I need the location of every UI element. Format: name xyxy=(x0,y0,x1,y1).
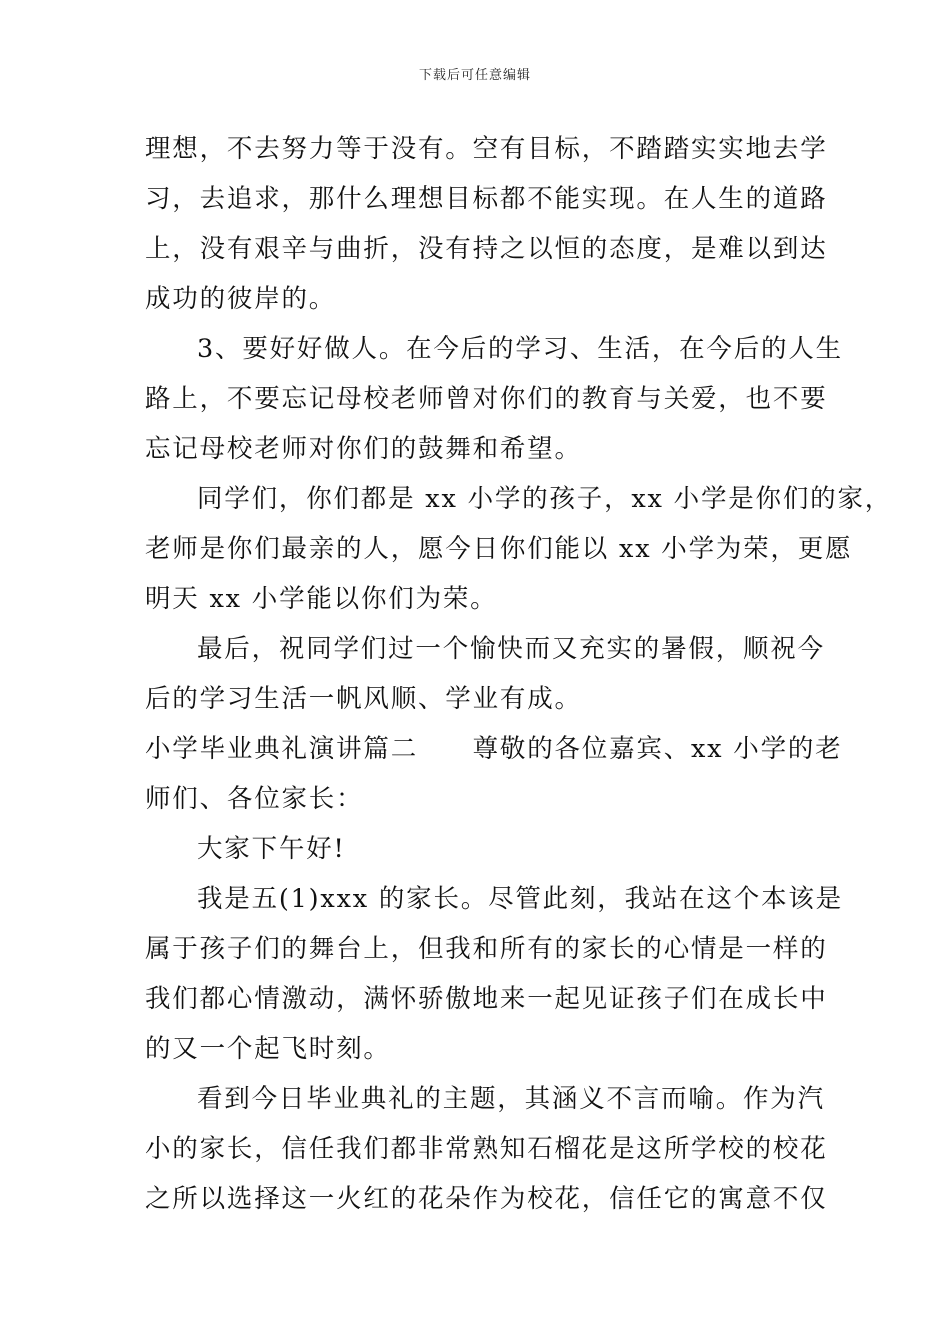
section-heading-line: 小学毕业典礼演讲篇二 尊敬的各位嘉宾、xx 小学的老 xyxy=(145,734,843,764)
text-line: 小的家长，信任我们都非常熟知石榴花是这所学校的校花 xyxy=(145,1134,828,1164)
text-line: 看到今日毕业典礼的主题，其涵义不言而喻。作为汽 xyxy=(197,1084,825,1114)
text-line: 大家下午好! xyxy=(197,834,346,864)
text-line: 3、要好好做人。在今后的学习、生活，在今后的人生 xyxy=(197,334,843,364)
text-line: 明天 xx 小学能以你们为荣。 xyxy=(145,584,498,614)
text-line: 上，没有艰辛与曲折，没有持之以恒的态度，是难以到达 xyxy=(145,234,828,264)
text-line: 路上，不要忘记母校老师曾对你们的教育与关爱，也不要 xyxy=(145,384,828,414)
text-line: 忘记母校老师对你们的鼓舞和希望。 xyxy=(145,434,582,464)
text-line: 后的学习生活一帆风顺、学业有成。 xyxy=(145,684,582,714)
text-line: 之所以选择这一火红的花朵作为校花，信任它的寓意不仅 xyxy=(145,1184,828,1214)
text-line: 最后，祝同学们过一个愉快而又充实的暑假，顺祝今 xyxy=(197,634,825,664)
text-line: 师们、各位家长： xyxy=(145,784,364,814)
text-line: 我们都心情激动，满怀骄傲地来一起见证孩子们在成长中 xyxy=(145,984,828,1014)
text-line: 成功的彼岸的。 xyxy=(145,284,337,314)
text-line: 的又一个起飞时刻。 xyxy=(145,1034,391,1064)
page-header: 下载后可任意编辑 xyxy=(418,68,531,83)
text-line: 老师是你们最亲的人，愿今日你们能以 xx 小学为荣，更愿 xyxy=(145,534,853,564)
text-line: 理想，不去努力等于没有。空有目标，不踏踏实实地去学 xyxy=(145,134,828,164)
text-line: 我是五(1)xxx 的家长。尽管此刻，我站在这个本该是 xyxy=(197,884,843,914)
text-line: 同学们，你们都是 xx 小学的孩子，xx 小学是你们的家， xyxy=(197,484,893,514)
text-line: 习，去追求，那什么理想目标都不能实现。在人生的道路 xyxy=(145,184,828,214)
text-line: 属于孩子们的舞台上，但我和所有的家长的心情是一样的 xyxy=(145,934,828,964)
document-body xyxy=(145,124,893,1224)
